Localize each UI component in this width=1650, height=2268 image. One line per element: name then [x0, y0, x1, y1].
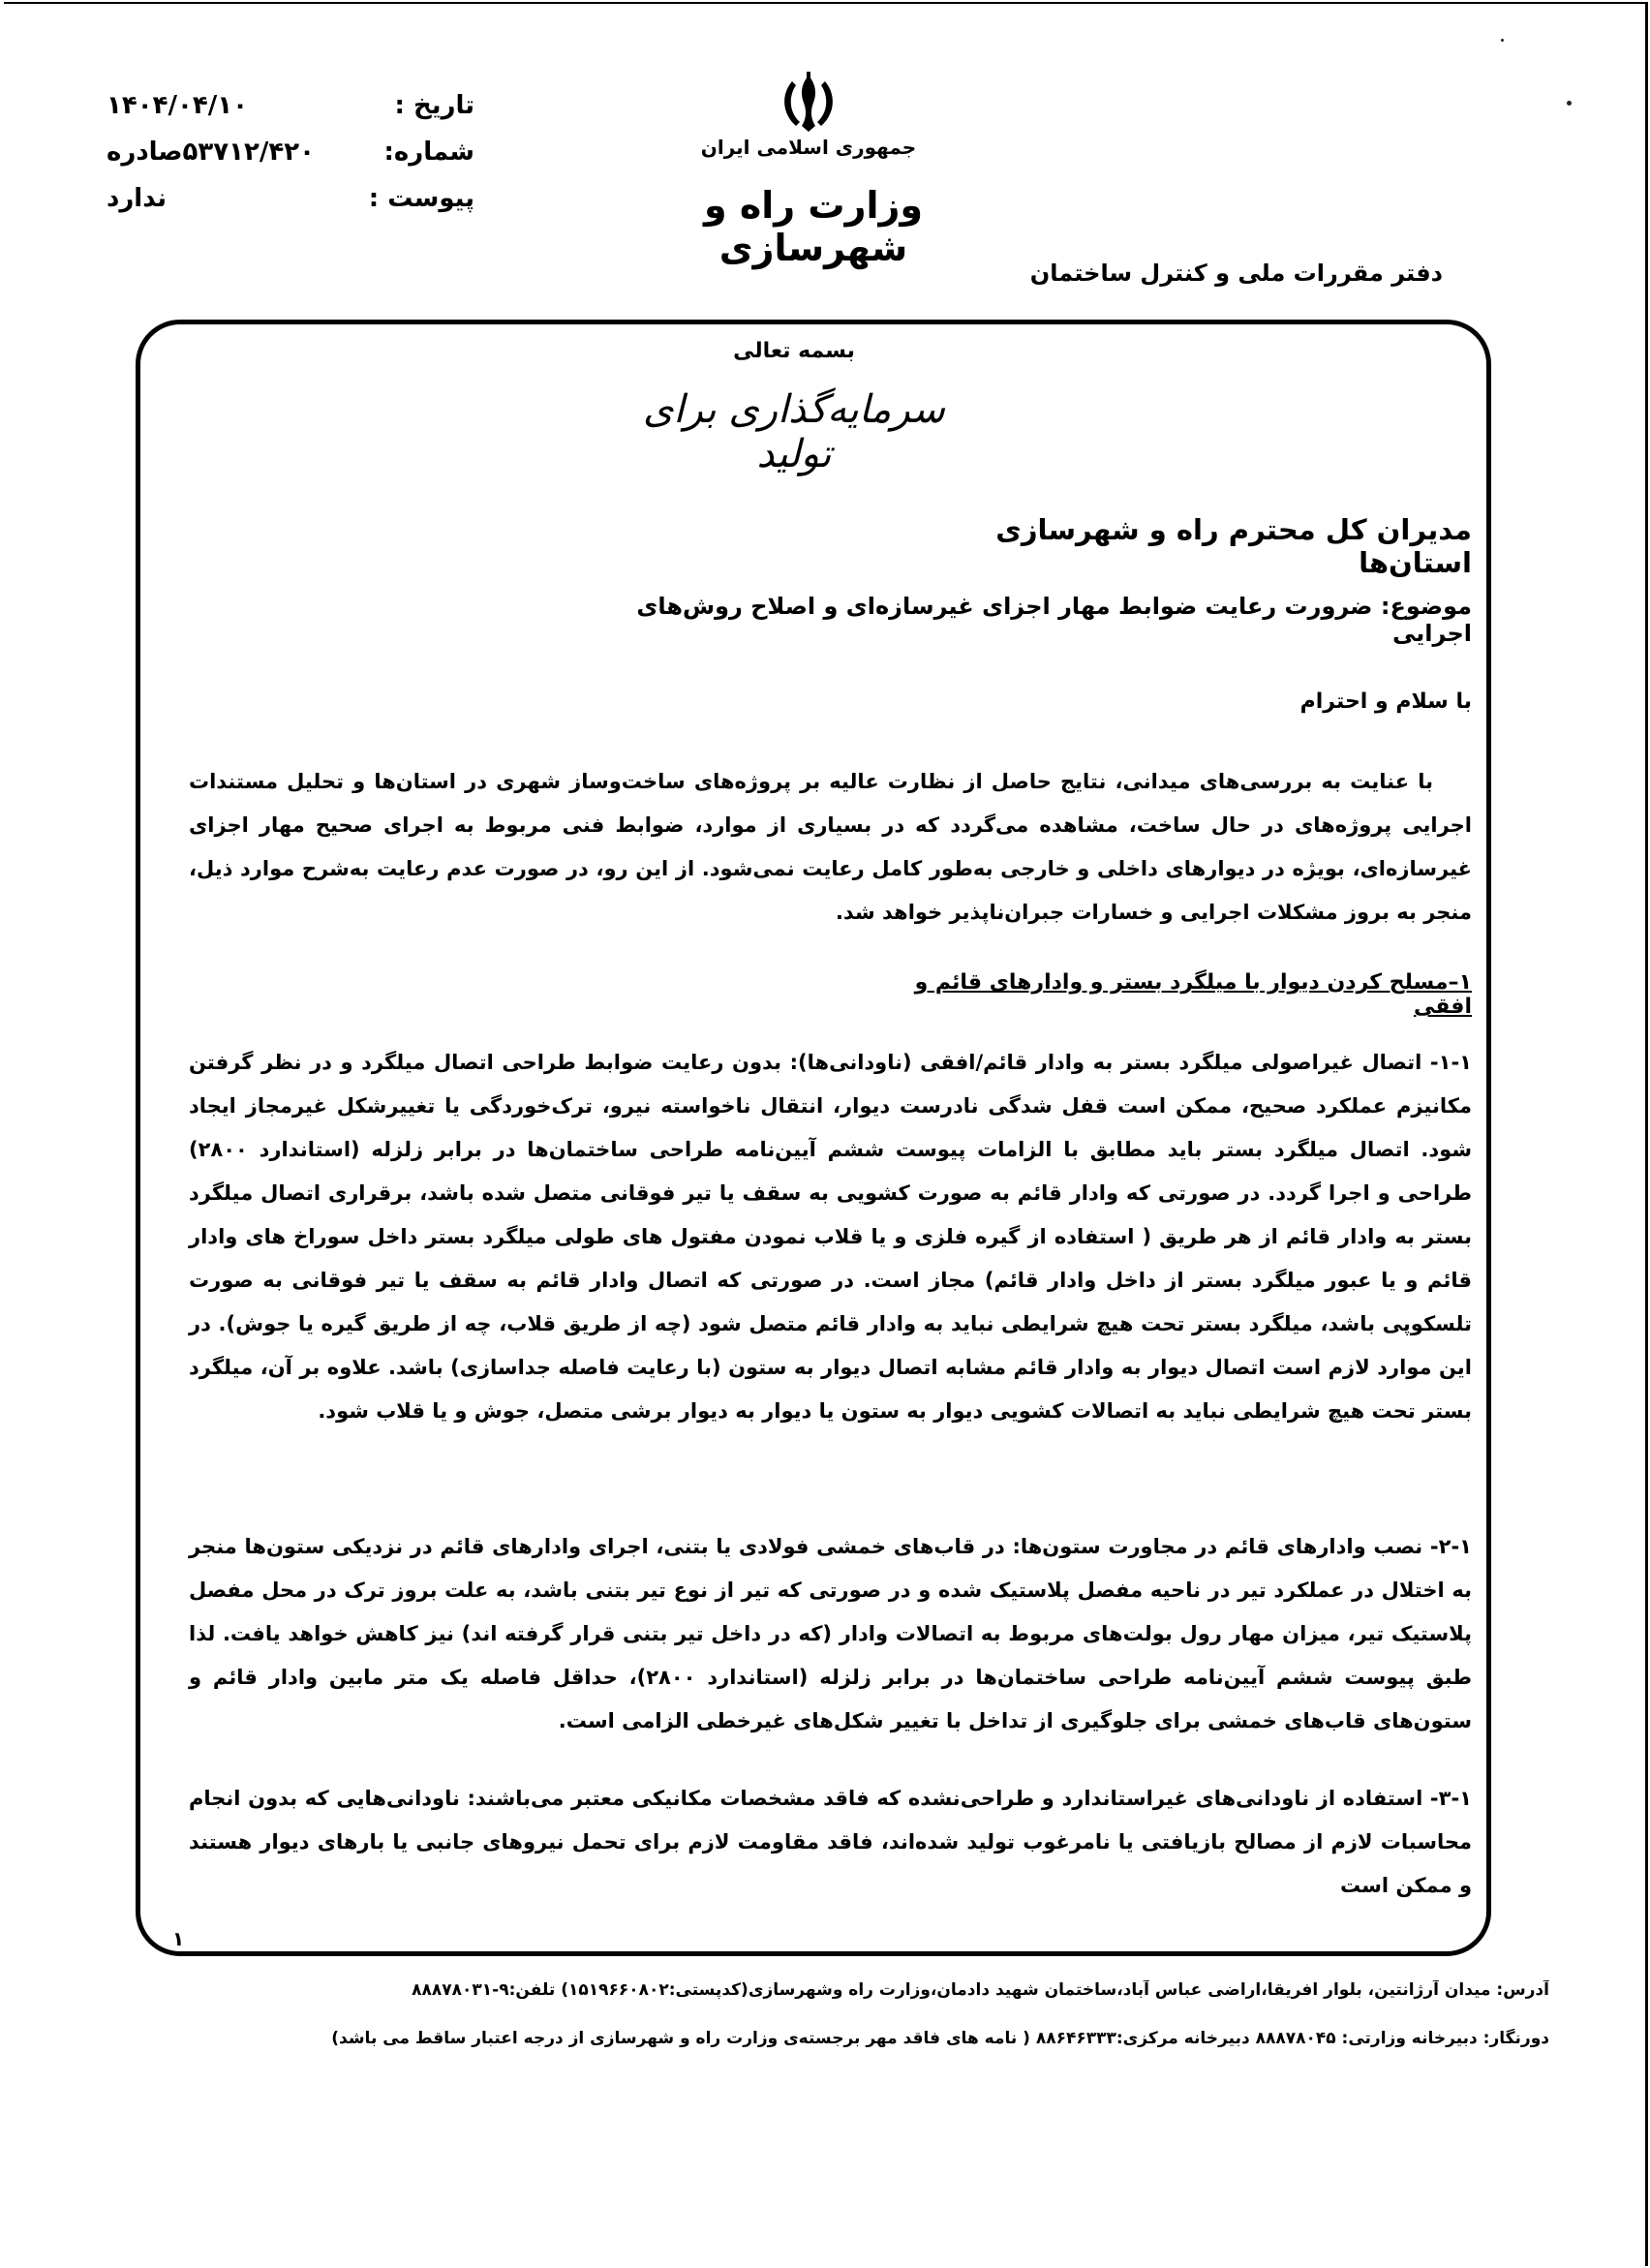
page-border-top	[4, 2, 1648, 4]
intro-paragraph: با عنایت به بررسی‌های میدانی، نتایج حاصل از نظارت عالیه بر پروژه‌های ساخت‌وساز شهری در استان‌ها و تحلیل مستندات اجرایی پروژه‌های در حال ساخت، مشاهده می‌گردد که در بسیاری از موارد، ضوابط فنی مربوط به اجرای صحیح مهار اجزای غیرسازه‌ای، بویژه در دیوارهای داخلی و خارجی به‌طور کامل رعایت نمی‌شود. از این رو، در صورت عدم رعایت به‌شرح موارد ذیل، منجر به بروز مشکلات اجرایی و خسارات جبران‌ناپذیر خواهد شد.	[189, 770, 1472, 924]
section-heading: ۱–مسلح کردن دیوار با میلگرد بستر و وادارهای قائم و افقی	[914, 970, 1472, 1019]
paragraph-1-2: ۲-۱- نصب وادارهای قائم در مجاورت ستون‌ها: در قاب‌های خمشی فولادی یا بتنی، اجرای وادارهای قائم در نزدیکی ستون‌ها منجر به اختلال در عملکرد تیر در ناحیه مفصل پلاستیک شده و در صورتی که تیر از نوع تیر بتنی باشد، به علت بروز ترک در محل مفصل پلاستیک تیر، میزان مهار رول بولت‌های مربوط به اتصالات وادار (که در داخل تیر بتنی قرار گرفته اند) نیز کاهش خواهد یافت. لذا طبق پیوست ششم آیین‌نامه طراحی ساختمان‌ها در برابر زلزله (استاندارد ۲۸۰۰)، حداقل فاصله یک متر مابین وادار قائم و ستون‌های قاب‌های خمشی برای جلوگیری از تداخل با تغییر شکل‌های غیرخطی الزامی است.	[189, 1535, 1472, 1732]
ministry-name: وزارت راه و شهرسازی	[704, 184, 923, 269]
scan-speck	[1501, 39, 1504, 42]
subject-line: موضوع: ضرورت رعایت ضوابط مهار اجزای غیرسازه‌ای و اصلاح روش‌های اجرایی	[636, 593, 1472, 647]
scan-speck	[1567, 101, 1572, 106]
bismillah: بسمه تعالی	[733, 339, 855, 363]
date-row	[107, 82, 474, 129]
letter-metadata	[107, 82, 474, 222]
attachment-row	[107, 175, 474, 222]
number-label: شماره:	[383, 138, 474, 167]
office-name: دفتر مقررات ملی و کنترل ساختمان	[1029, 260, 1443, 287]
paragraph-1-1: ۱-۱- اتصال غیراصولی میلگرد بستر به وادار قائم/افقی (ناودانی‌ها): بدون رعایت ضوابط طراحی اتصال میلگرد و در نظر گرفتن مکانیزم عملکرد صحیح، ممکن است قفل شدگی نادرست دیوار، انتقال ناخواسته نیرو، ترک‌خوردگی یا تغییرشکل غیرمجاز ایجاد شود. اتصال میلگرد بستر باید مطابق با الزامات پیوست ششم آیین‌نامه طراحی ساختمان‌ها در برابر زلزله (استاندارد ۲۸۰۰) طراحی و اجرا گردد. در صورتی که وادار قائم به صورت کشویی به سقف یا تیر فوقانی متصل شده باشد، برقراری اتصال میلگرد بستر به وادار قائم از هر طریق ( استفاده از گیره فلزی و یا قلاب نمودن مفتول های طولی میلگرد بستر داخل سوراخ های وادار قائم و یا عبور میلگرد بستر از داخل وادار قائم) مجاز است. در صورتی که اتصال وادار قائم به سقف یا تیر فوقانی به صورت تلسکوپی باشد، میلگرد بستر تحت هیچ شرایطی نباید به وادار قائم متصل شود (چه از طریق قلاب، چه از طریق گیره یا جوش). در این موارد لازم است اتصال دیوار به وادار قائم مشابه اتصال دیوار به ستون (با رعایت فاصله جداسازی) باشد. علاوه بر آن، میلگرد بستر تحت هیچ شرایطی نباید به اتصالات کشویی دیوار به ستون یا دیوار به دیوار برشی متصل، جوش و یا قلاب شود.	[189, 1051, 1472, 1423]
number-value: ۵۳۷۱۲/۴۲۰صادره	[107, 138, 315, 167]
attachment-label: پیوست :	[368, 184, 474, 213]
footer-address: آدرس: میدان آرژانتین، بلوار افریقا،اراضی عباس آباد،ساختمان شهید دادمان،وزارت راه وشهرسازی(کدپستی:۱۵۱۹۶۶۰۸۰۲) تلفن:۹-۸۸۸۷۸۰۳۱	[412, 1980, 1549, 2000]
attachment-value: ندارد	[107, 184, 168, 213]
year-slogan: سرمایه‌گذاری برای تولید	[643, 387, 945, 476]
greeting: با سلام و احترام	[1299, 690, 1472, 714]
page-number: ۱	[172, 1927, 185, 1950]
date-value: ۱۴۰۴/۰۴/۱۰	[107, 91, 248, 120]
iran-emblem-icon	[775, 70, 842, 138]
addressee: مدیران کل محترم راه و شهرسازی استان‌ها	[995, 513, 1472, 579]
government-name: جمهوری اسلامی ایران	[700, 136, 917, 159]
footer-fax-note: دورنگار: دبیرخانه وزارتی: ۸۸۸۷۸۰۴۵ دبیرخانه مرکزی:۸۸۶۴۶۳۳۳ ( نامه های فاقد مهر برجسته‌ی وزارت راه و شهرسازی از درجه اعتبار ساقط می باشد)	[331, 2029, 1549, 2048]
number-row	[107, 129, 474, 175]
date-label: تاریخ :	[394, 91, 474, 120]
page-border-right	[1645, 2, 1648, 2266]
paragraph-1-3: ۳-۱- استفاده از ناودانی‌های غیراستاندارد و طراحی‌نشده که فاقد مشخصات مکانیکی معتبر می‌باشند: ناودانی‌هایی که بدون انجام محاسبات لازم از مصالح بازیافتی یا نامرغوب تولید شده‌اند، فاقد مقاومت لازم برای تحمل نیروهای جانبی یا بارهای دیوار هستند و ممکن است	[189, 1787, 1472, 1897]
